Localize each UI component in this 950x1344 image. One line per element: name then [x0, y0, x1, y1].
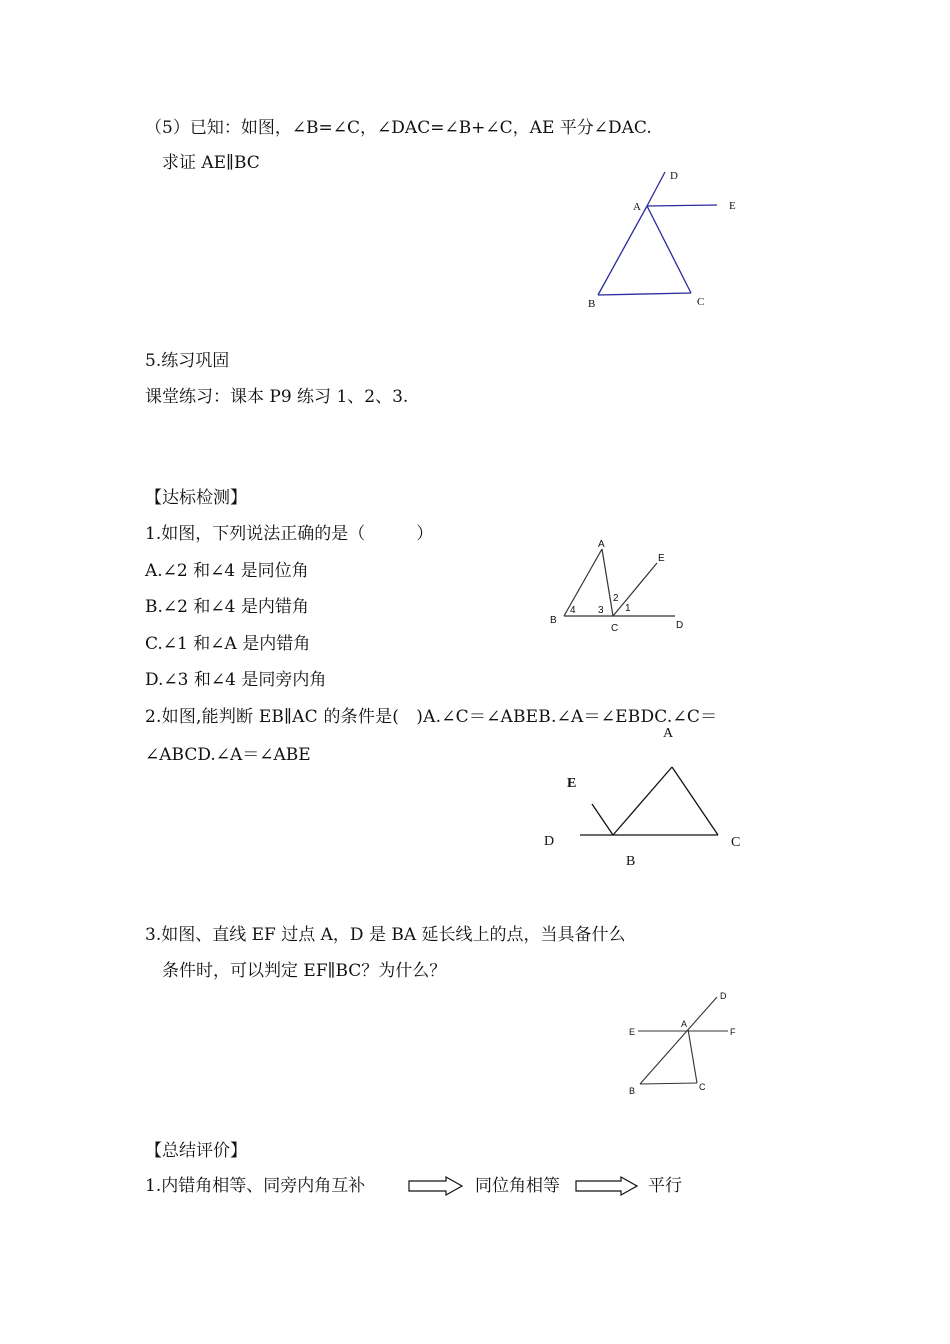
label-b: B: [550, 615, 557, 626]
q1-option-c: C.∠1 和∠A 是内错角: [145, 634, 311, 654]
q2-figure: [535, 722, 755, 872]
q1-option-a: A.∠2 和∠4 是同位角: [145, 561, 309, 581]
side-bc: [598, 293, 691, 295]
summary-step-2: 同位角相等: [475, 1176, 560, 1196]
q5-prove: 求证 AE∥BC: [162, 153, 260, 173]
implies-arrow-icon-2: [575, 1176, 639, 1196]
side-ac: [602, 549, 613, 616]
angle-4: 4: [570, 605, 576, 616]
q1-figure: [545, 535, 695, 635]
side-ac: [647, 206, 691, 293]
label-b: B: [626, 854, 636, 869]
label-a: A: [681, 1019, 688, 1029]
ray-ad: [647, 172, 665, 206]
summary-step-3: 平行: [648, 1176, 682, 1196]
label-c: C: [611, 623, 619, 634]
q1-stem: 1.如图，下列说法正确的是（ ）: [145, 524, 434, 544]
label-a: A: [598, 539, 605, 550]
label-d: D: [676, 620, 684, 631]
label-e: E: [658, 553, 665, 564]
practice-text: 课堂练习：课本 P9 练习 1、2、3.: [145, 387, 409, 407]
label-e: E: [567, 776, 577, 791]
label-f: F: [730, 1027, 736, 1037]
label-a: A: [633, 201, 641, 213]
summary-heading: 【总结评价】: [145, 1141, 247, 1161]
angle-2: 2: [613, 593, 619, 604]
angle-1: 1: [625, 603, 631, 614]
label-d: D: [720, 991, 727, 1001]
label-d: D: [544, 834, 555, 849]
angle-3: 3: [598, 605, 604, 616]
q1-option-d: D.∠3 和∠4 是同旁内角: [145, 670, 327, 690]
test-heading: 【达标检测】: [145, 488, 247, 508]
q1-option-b: B.∠2 和∠4 是内错角: [145, 597, 309, 617]
side-ab: [598, 206, 647, 295]
q2-stem-cont: ∠ABCD.∠A＝∠ABE: [145, 745, 311, 765]
label-c: C: [699, 1082, 706, 1092]
label-c: C: [697, 296, 705, 308]
q2-stem: 2.如图,能判断 EB∥AC 的条件是( )A.∠C＝∠ABEB.∠A＝∠EBDC.∠C＝: [145, 707, 718, 727]
ray-be: [592, 804, 613, 835]
q3-stem-cont: 条件时，可以判定 EF∥BC？为什么？: [162, 961, 447, 981]
line-bd: [640, 997, 717, 1084]
ray-ce: [613, 563, 657, 616]
q3-stem: 3.如图、直线 EF 过点 A，D 是 BA 延长线上的点，当具备什么: [145, 925, 626, 945]
side-bc: [640, 1083, 697, 1084]
label-d: D: [670, 170, 678, 182]
q5-given: （5）已知：如图，∠B=∠C，∠DAC=∠B+∠C，AE 平分∠DAC.: [145, 118, 652, 138]
q3-figure: [620, 985, 750, 1100]
label-e: E: [729, 200, 736, 212]
label-e: E: [629, 1027, 636, 1037]
label-b: B: [629, 1086, 636, 1096]
side-ac: [672, 767, 718, 835]
label-b: B: [588, 298, 596, 310]
side-ac: [688, 1029, 697, 1083]
q5-figure: [585, 165, 755, 315]
practice-heading: 5.练习巩固: [145, 351, 230, 371]
side-ba: [613, 767, 672, 835]
label-a: A: [663, 726, 674, 741]
label-c: C: [731, 835, 741, 850]
summary-step-1: 1.内错角相等、同旁内角互补: [145, 1176, 366, 1196]
ray-ae: [647, 205, 717, 206]
implies-arrow-icon: [408, 1176, 464, 1196]
